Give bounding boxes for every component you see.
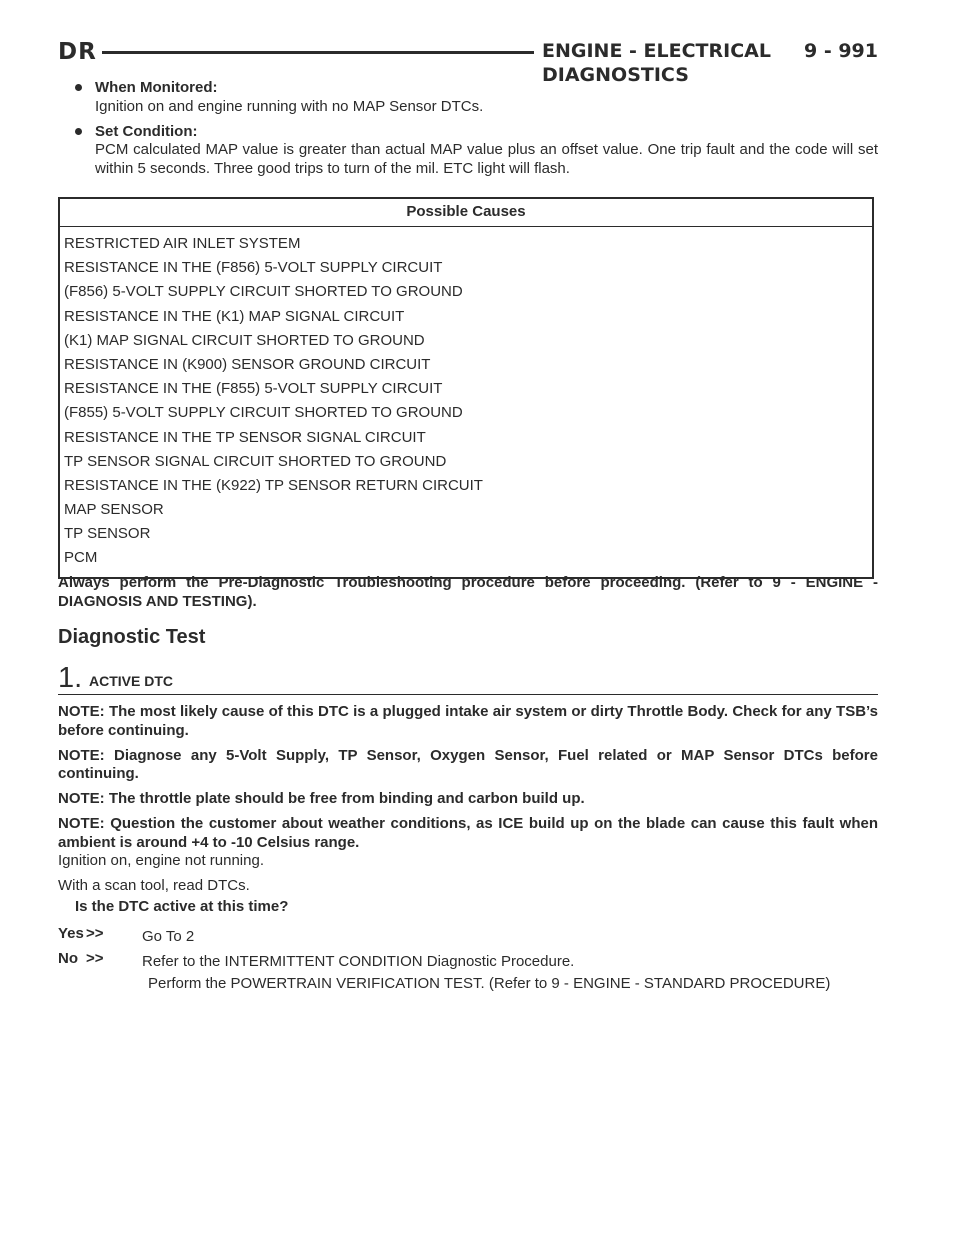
possible-causes-heading: Possible Causes <box>60 199 872 227</box>
note-text: NOTE: The most likely cause of this DTC is a plugged intake air system or dirty Throttle Body. Check for any TSB’s before continuing. <box>58 703 878 739</box>
answer-no-text-2: Perform the POWERTRAIN VERIFICATION TEST. (Refer to 9 - ENGINE - STANDARD PROCEDURE) <box>148 975 831 992</box>
cause-item: RESISTANCE IN THE (F856) 5-VOLT SUPPLY CIRCUIT <box>64 259 443 277</box>
page-header <box>58 38 878 86</box>
monitor-conditions <box>75 79 878 185</box>
header-page-number: 9 - 991 <box>804 40 878 62</box>
answer-no-label: No <box>58 950 78 967</box>
bullet-dot <box>75 84 82 91</box>
bullet-text: PCM calculated MAP value is greater than actual MAP value plus an offset value. One trip fault and the code will set within 5 seconds. Three good trips to turn of the mil. ETC light will flash. <box>95 141 878 177</box>
bullet-label: When Monitored: <box>95 79 218 96</box>
header-rule <box>102 51 534 54</box>
answer-arrow: >> <box>86 950 104 967</box>
cause-item: RESISTANCE IN THE TP SENSOR SIGNAL CIRCUIT <box>64 428 426 446</box>
header-model-code: DR <box>58 39 97 65</box>
header-section-title: ENGINE - ELECTRICAL DIAGNOSTICS <box>542 40 771 86</box>
step-number: 1. <box>58 662 83 694</box>
bullet-when-monitored <box>75 79 878 117</box>
cause-item: RESISTANCE IN THE (K1) MAP SIGNAL CIRCUIT <box>64 307 405 325</box>
cause-item: RESISTANCE IN THE (F855) 5-VOLT SUPPLY CIRCUIT <box>64 380 443 398</box>
cause-item: (F856) 5-VOLT SUPPLY CIRCUIT SHORTED TO GROUND <box>64 283 463 301</box>
possible-causes-list <box>60 227 872 577</box>
cause-item: MAP SENSOR <box>64 501 164 519</box>
cause-item: RESTRICTED AIR INLET SYSTEM <box>64 235 301 252</box>
step-title: ACTIVE DTC <box>89 673 173 689</box>
note-text: NOTE: The throttle plate should be free from binding and carbon build up. <box>58 790 585 807</box>
cause-item: RESISTANCE IN (K900) SENSOR GROUND CIRCUIT <box>64 355 431 373</box>
answer-yes-label: Yes <box>58 925 84 942</box>
step-question: Is the DTC active at this time? <box>75 898 289 915</box>
cause-item: PCM <box>64 549 98 567</box>
cause-item: (K1) MAP SIGNAL CIRCUIT SHORTED TO GROUND <box>64 331 425 349</box>
diagnostic-test-title: Diagnostic Test <box>58 626 206 648</box>
note-text: NOTE: Diagnose any 5-Volt Supply, TP Sensor, Oxygen Sensor, Fuel related or MAP Sensor DTCs before continuing. <box>58 746 878 783</box>
note-text: NOTE: Question the customer about weather conditions, as ICE build up on the blade can cause this fault when ambient is around +4 to -10 Celsius range. <box>58 814 878 851</box>
bullet-text: Ignition on and engine running with no MAP Sensor DTCs. <box>95 97 484 115</box>
bullet-label: Set Condition: <box>95 122 198 140</box>
step-notes <box>58 703 878 902</box>
cause-item: TP SENSOR SIGNAL CIRCUIT SHORTED TO GROUND <box>64 452 447 470</box>
answer-yes-text: Go To 2 <box>142 928 195 945</box>
bullet-dot <box>75 128 82 135</box>
bullet-set-condition <box>75 123 878 179</box>
instruction-text: With a scan tool, read DTCs. <box>58 877 250 894</box>
cause-item: RESISTANCE IN THE (K922) TP SENSOR RETURN CIRCUIT <box>64 476 483 494</box>
cause-item: TP SENSOR <box>64 525 151 543</box>
procedure-note: Always perform the Pre-Diagnostic Troubleshooting procedure before proceeding. (Refer to 9 - ENGINE - DIAGNOSIS AND TESTING). <box>58 574 878 610</box>
instruction-text: Ignition on, engine not running. <box>58 852 264 870</box>
cause-item: (F855) 5-VOLT SUPPLY CIRCUIT SHORTED TO GROUND <box>64 404 463 422</box>
possible-causes-table <box>58 197 874 579</box>
step-header <box>58 658 878 695</box>
answer-no-text: Refer to the INTERMITTENT CONDITION Diagnostic Procedure. <box>142 953 575 970</box>
answer-arrow: >> <box>86 925 104 942</box>
